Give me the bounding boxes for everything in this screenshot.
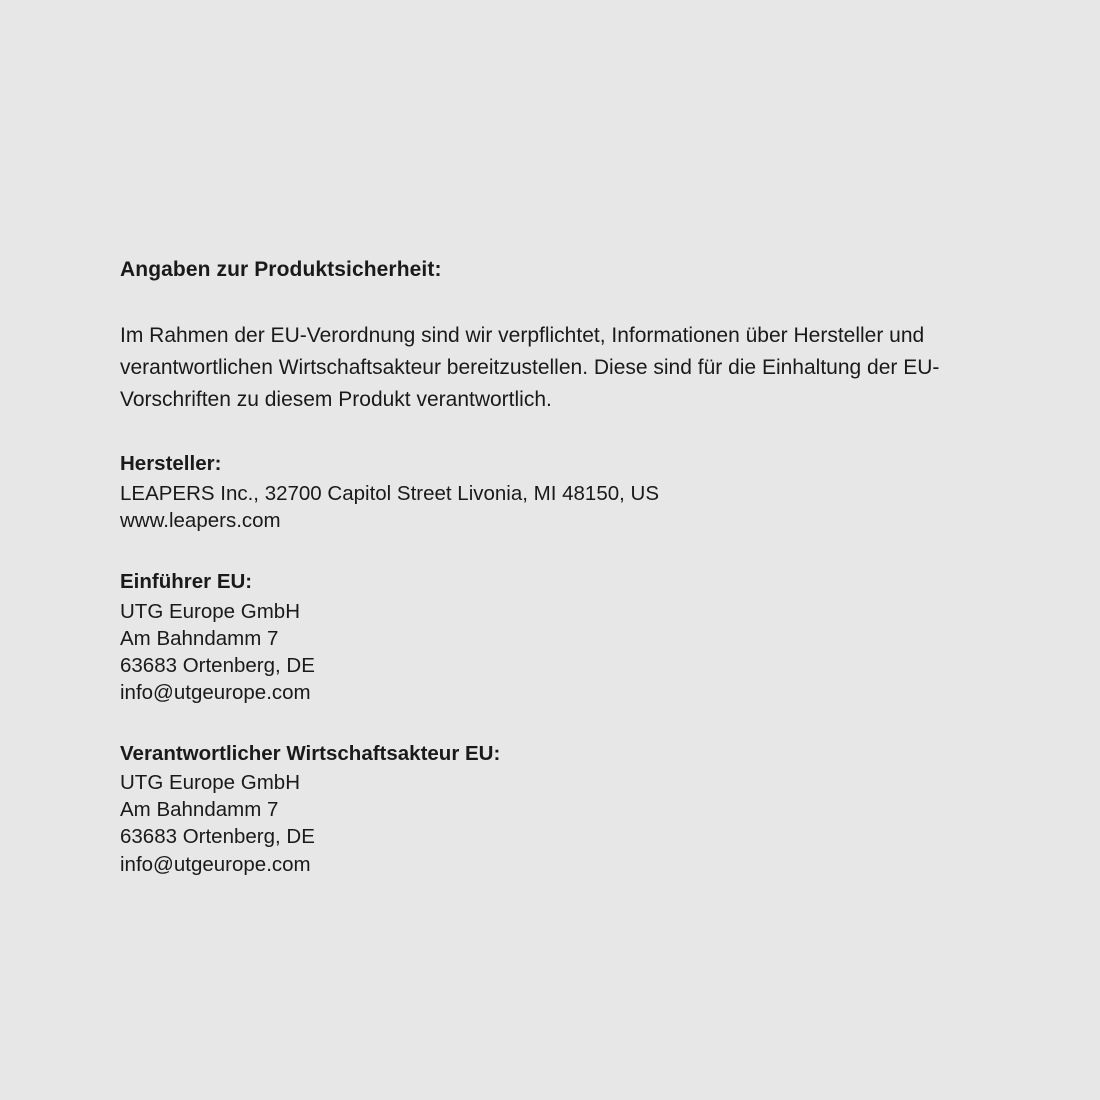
- section-responsible-economic-operator-title: Verantwortlicher Wirtschaftsakteur EU:: [120, 741, 501, 765]
- section-responsible-economic-operator-line-1: UTG Europe GmbH: [120, 771, 300, 795]
- section-manufacturer-line-2: www.leapers.com: [120, 508, 281, 532]
- section-responsible-economic-operator-line-3: 63683 Ortenberg, DE: [120, 825, 315, 849]
- page-title: Angaben zur Produktsicherheit:: [120, 258, 442, 281]
- section-eu-importer-line-4: info@utgeurope.com: [120, 680, 311, 704]
- section-eu-importer-line-2: Am Bahndamm 7: [120, 626, 279, 650]
- section-eu-importer-line-3: 63683 Ortenberg, DE: [120, 653, 315, 677]
- section-manufacturer-title: Hersteller:: [120, 452, 222, 476]
- section-eu-importer-title: Einführer EU:: [120, 569, 253, 593]
- section-responsible-economic-operator: [120, 740, 980, 878]
- section-manufacturer: [120, 450, 980, 534]
- section-eu-importer-line-1: UTG Europe GmbH: [120, 599, 300, 623]
- section-eu-importer: [120, 568, 980, 706]
- document-content: [120, 256, 980, 878]
- section-responsible-economic-operator-line-2: Am Bahndamm 7: [120, 798, 279, 822]
- section-manufacturer-line-1: LEAPERS Inc., 32700 Capitol Street Livonia, MI 48150, US: [120, 481, 659, 505]
- intro-paragraph: Im Rahmen der EU-Verordnung sind wir verpflichtet, Informationen über Hersteller und verantwortlichen Wirtschaftsakteur bereitzustellen. Diese sind für die Einhaltung der EU-Vorschriften zu diesem Produkt verantwortlich.: [120, 324, 940, 412]
- section-responsible-economic-operator-line-4: info@utgeurope.com: [120, 852, 311, 876]
